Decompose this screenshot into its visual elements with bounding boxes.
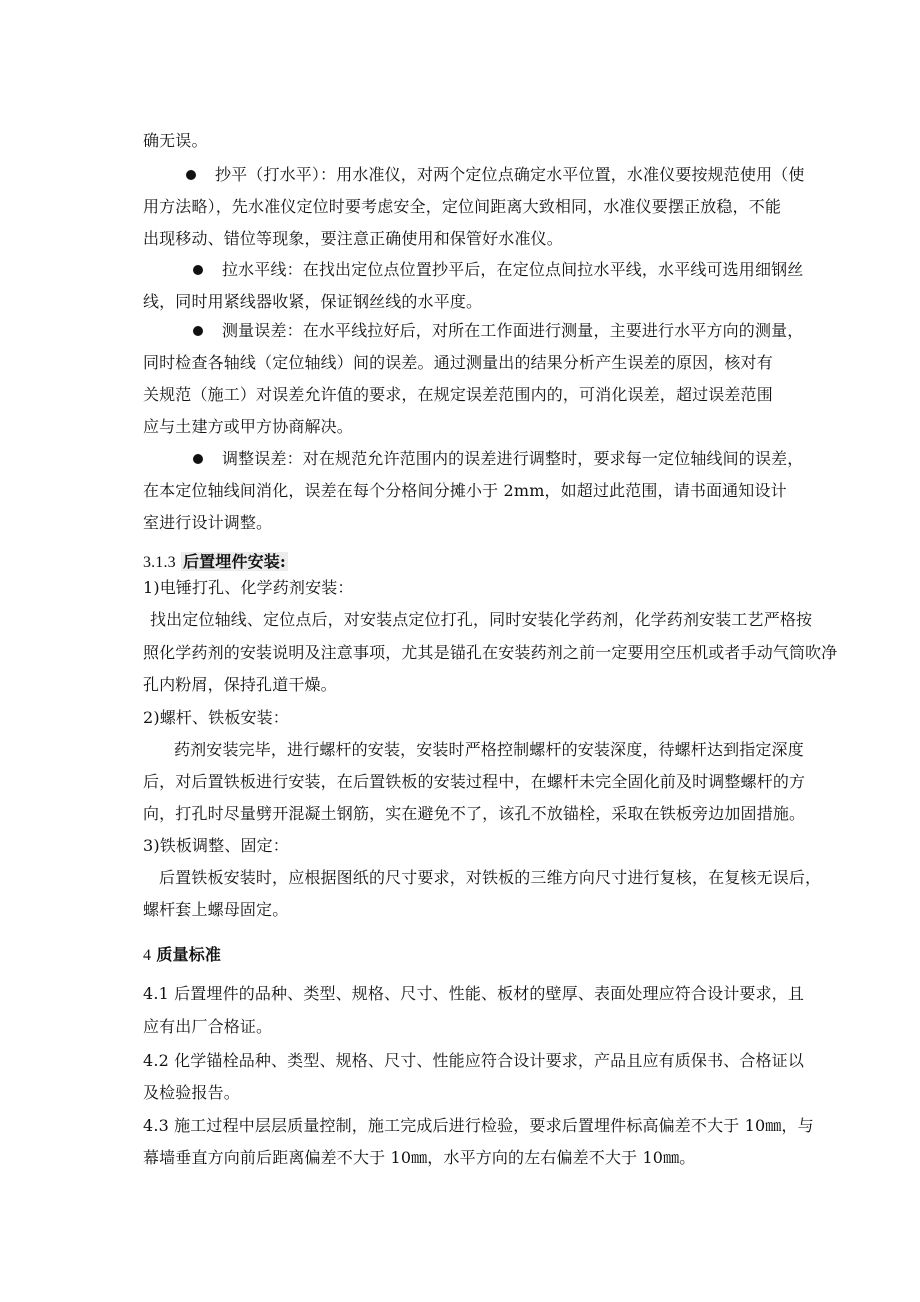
bullet-4-line-2: 在本定位轴线间消化，误差在每个分格间分摊小于 2mm，如超过此范围，请书面通知设计 [143,481,787,500]
paragraph-continuation: 确无误。 [143,131,208,150]
quality-item-3-line-2: 幕墙垂直方向前后距离偏差不大于 10㎜，水平方向的左右偏差不大于 10㎜。 [143,1148,696,1167]
quality-item-2-line-2: 及检验报告。 [143,1083,240,1102]
quality-title: 质量标准 [156,945,222,964]
subsection-1-line-1: 找出定位轴线、定位点后，对安装点定位打孔，同时安装化学药剂，化学药剂安装工艺严格按 [150,610,813,629]
subsection-1-heading: 1)电锤打孔、化学药剂安装： [143,578,354,597]
bullet-2-line-1: 拉水平线：在找出定位点位置抄平后，在定位点间拉水平线，水平线可选用细钢丝 [222,260,804,279]
section-heading [143,552,288,573]
quality-number: 4 [143,947,152,964]
bullet-3-line-2: 同时检查各轴线（定位轴线）间的误差。通过测量出的结果分析产生误差的原因，核对有 [143,353,773,372]
bullet-icon [193,454,203,464]
subsection-3-heading: 3)铁板调整、固定： [143,836,289,855]
subsection-2-heading: 2)螺杆、铁板安装： [143,708,289,727]
quality-item-3-line-1: 4.3 施工过程中层层质量控制，施工完成后进行检验，要求后置埋件标高偏差不大于 10㎜，与 [143,1116,814,1135]
quality-item-1-line-2: 应有出厂合格证。 [143,1017,273,1036]
subsection-1-line-3: 孔内粉屑，保持孔道干燥。 [143,675,337,694]
quality-item-1-line-1: 4.1 后置埋件的品种、类型、规格、尺寸、性能、板材的壁厚、表面处理应符合设计要求，且 [143,984,804,1003]
subsection-1-line-2: 照化学药剂的安装说明及注意事项，尤其是锚孔在安装药剂之前一定要用空压机或者手动气筒吹净 [143,643,838,662]
bullet-icon [186,170,196,180]
subsection-2-line-3: 向，打孔时尽量劈开混凝土钢筋，实在避免不了，该孔不放锚栓，采取在铁板旁边加固措施。 [143,804,806,823]
bullet-1-line-1: 抄平（打水平）：用水准仪，对两个定位点确定水平位置，水准仪要按规范使用（使 [215,165,805,184]
subsection-3-line-1: 后置铁板安装时，应根据图纸的尺寸要求，对铁板的三维方向尺寸进行复核，在复核无误后， [159,868,822,887]
quality-heading [143,945,221,966]
bullet-1-line-3: 出现移动、错位等现象，要注意正确使用和保管好水准仪。 [143,229,563,248]
bullet-3-line-1: 测量误差：在水平线拉好后，对所在工作面进行测量，主要进行水平方向的测量， [222,321,804,340]
bullet-4-line-3: 室进行设计调整。 [143,513,273,532]
bullet-icon [193,265,203,275]
bullet-4-line-1: 调整误差：对在规范允许范围内的误差进行调整时，要求每一定位轴线间的误差， [222,449,804,468]
bullet-3-line-4: 应与土建方或甲方协商解决。 [143,417,353,436]
section-title: 后置埋件安装: [183,552,286,571]
bullet-2-line-2: 线，同时用紧线器收紧，保证钢丝线的水平度。 [143,292,483,311]
subsection-2-line-2: 后，对后置铁板进行安装，在后置铁板的安装过程中，在螺杆未完全固化前及时调整螺杆的方 [143,772,806,791]
quality-item-2-line-1: 4.2 化学锚栓品种、类型、规格、尺寸、性能应符合设计要求，产品且应有质保书、合格证以 [143,1051,804,1070]
section-number: 3.1.3 [143,554,176,571]
subsection-2-line-1: 药剂安装完毕，进行螺杆的安装，安装时严格控制螺杆的安装深度，待螺杆达到指定深度 [174,740,804,759]
subsection-3-line-2: 螺杆套上螺母固定。 [143,900,289,919]
bullet-icon [193,326,203,336]
bullet-3-line-3: 关规范（施工）对误差允许值的要求，在规定误差范围内的，可消化误差，超过误差范围 [143,385,773,404]
bullet-1-line-2: 用方法略），先水准仪定位时要考虑安全，定位间距离大致相同，水准仪要摆正放稳，不能 [143,197,782,216]
